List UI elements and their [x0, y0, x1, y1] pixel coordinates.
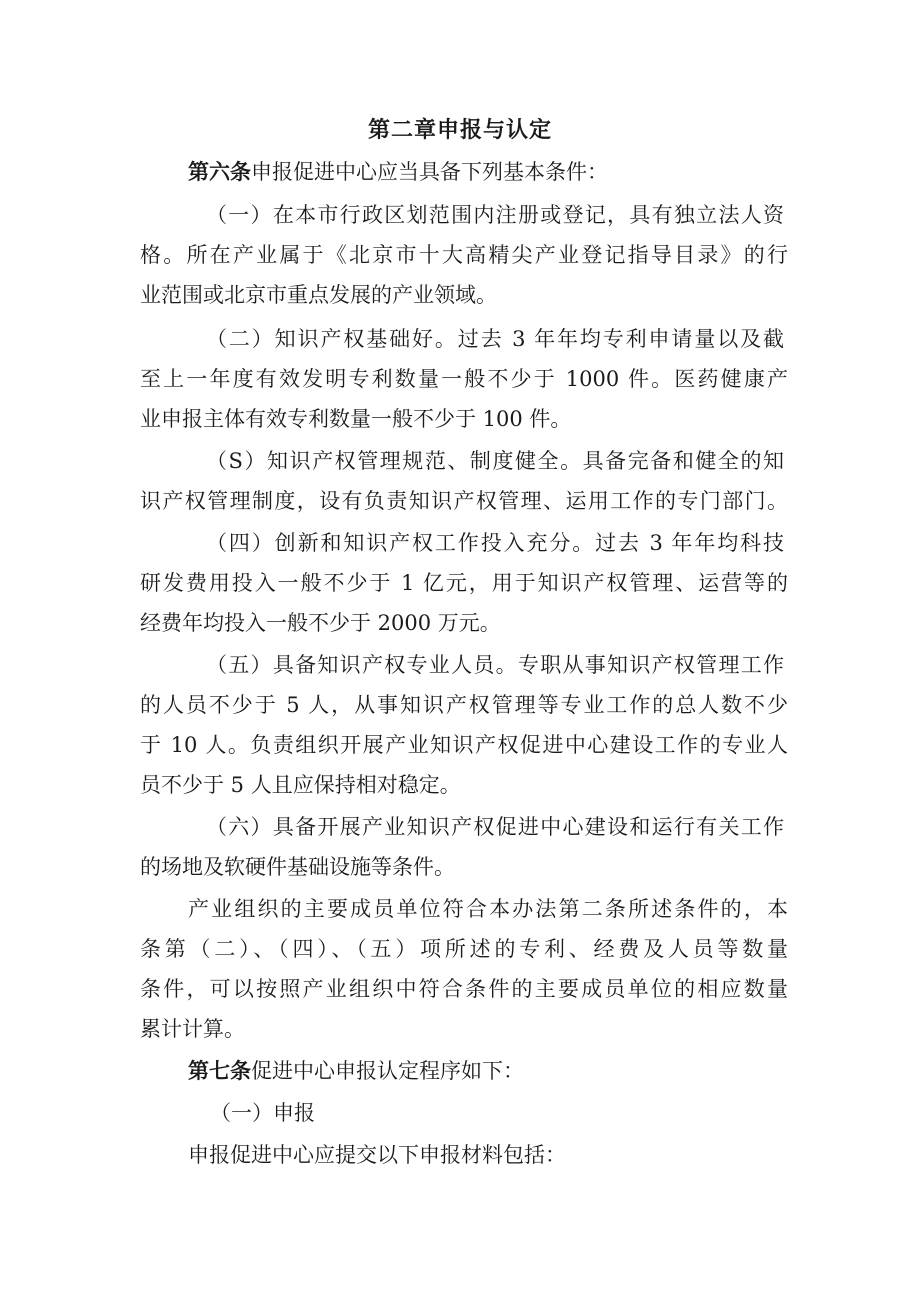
- item5-line1: （五）具备知识产权专业人员。专职从事知识产权管理工作: [206, 653, 784, 677]
- article6-heading: [188, 156, 608, 188]
- item1-line2: 格。所在产业属于《北京市十大高精尖产业登记指导目录》的行: [140, 243, 788, 267]
- item5-line3: 于 10 人。负责组织开展产业知识产权促进中心建设工作的专业人: [140, 733, 788, 757]
- article7-heading: [188, 1055, 524, 1087]
- item1-line3: 业范围或北京市重点发展的产业领域。: [140, 283, 497, 307]
- item3-line2: 识产权管理制度，设有负责知识产权管理、运用工作的专门部门。: [140, 489, 788, 513]
- item3-line1: （S）知识产权管理规范、制度健全。具备完备和健全的知: [206, 449, 784, 473]
- item6-line1: （六）具备开展产业知识产权促进中心建设和运行有关工作: [206, 815, 784, 839]
- article7-lead: 促进中心申报认定程序如下：: [251, 1059, 524, 1083]
- article6-label: 第六条: [188, 159, 251, 184]
- article7-subheading: （一）申报: [210, 1101, 315, 1125]
- note-line1: 产业组织的主要成员单位符合本办法第二条所述条件的，本: [188, 897, 788, 921]
- article7-materials-line: 申报促进中心应提交以下申报材料包括：: [188, 1143, 566, 1167]
- item5-line2: 的人员不少于 5 人，从事知识产权管理等专业工作的总人数不少: [140, 693, 788, 717]
- item4-line3: 经费年均投入一般不少于 2000 万元。: [140, 611, 501, 635]
- item2-line1: （二）知识产权基础好。过去 3 年年均专利申请量以及截: [206, 327, 784, 351]
- note-line3: 条件，可以按照产业组织中符合条件的主要成员单位的相应数量: [140, 977, 788, 1001]
- item5-line4: 员不少于 5 人且应保持相对稳定。: [140, 773, 461, 797]
- item6-line2: 的场地及软硬件基础设施等条件。: [140, 855, 455, 879]
- note-line2: 条第（二）、（四）、（五）项所述的专利、经费及人员等数量: [140, 937, 788, 961]
- item1-line1: （一）在本市行政区划范围内注册或登记，具有独立法人资: [206, 203, 784, 227]
- item2-line2: 至上一年度有效发明专利数量一般不少于 1000 件。医药健康产: [140, 367, 788, 391]
- item2-line3: 业申报主体有效专利数量一般不少于 100 件。: [140, 407, 572, 431]
- item4-line2: 研发费用投入一般不少于 1 亿元，用于知识产权管理、运营等的: [140, 571, 788, 595]
- chapter-title: 第二章申报与认定: [367, 117, 552, 143]
- article6-lead: 申报促进中心应当具备下列基本条件：: [251, 160, 608, 184]
- item4-line1: （四）创新和知识产权工作投入充分。过去 3 年年均科技: [206, 531, 784, 555]
- article7-label: 第七条: [188, 1058, 251, 1083]
- note-line4: 累计计算。: [140, 1017, 245, 1041]
